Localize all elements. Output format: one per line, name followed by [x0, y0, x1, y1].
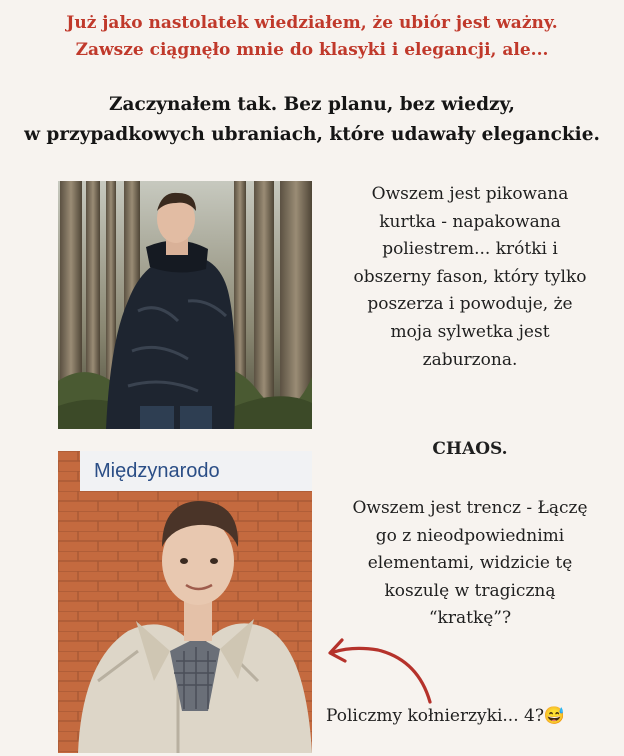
chaos-label: CHAOS. [432, 439, 508, 459]
text-line: koszulę w tragiczną [384, 580, 556, 601]
intro-text [0, 10, 624, 64]
trench-description [330, 495, 610, 633]
intro-line-2: Zawsze ciągnęło mnie do klasyki i elegancji, ale... [75, 40, 549, 60]
headline-line-1: Zaczynałem tak. Bez planu, bez wiedzy, [109, 94, 515, 115]
sign-text: Międzynarodo [94, 460, 220, 482]
text-line: Owszem jest pikowana [371, 184, 569, 204]
collar-caption: Policzmy kołnierzyki... 4?😅 [326, 706, 566, 726]
puffer-description [330, 181, 610, 374]
text-line: elementami, widzicie tę [367, 553, 573, 574]
curved-arrow-icon [318, 630, 438, 710]
text-line: “kratkę”? [428, 608, 512, 629]
trench-photo [58, 451, 312, 753]
text-line: zaburzona. [422, 349, 518, 370]
text-line: moja sylwetka jest [390, 321, 550, 342]
text-line: obszerny fason, który tylko [353, 266, 587, 287]
headline-line-2: w przypadkowych ubraniach, które udawały eleganckie. [24, 124, 600, 145]
text-line: poszerza i powoduje, że [367, 294, 573, 315]
text-line: go z nieodpowiednimi [375, 525, 565, 546]
text-line: Owszem jest trencz - Łączę [352, 498, 588, 518]
text-line: kurtka - napakowana [379, 211, 561, 232]
intro-line-1: Już jako nastolatek wiedziałem, że ubiór jest ważny. [66, 13, 558, 33]
headline [0, 90, 624, 150]
forest-photo [58, 181, 312, 429]
text-line: poliestrem... krótki i [382, 239, 558, 260]
